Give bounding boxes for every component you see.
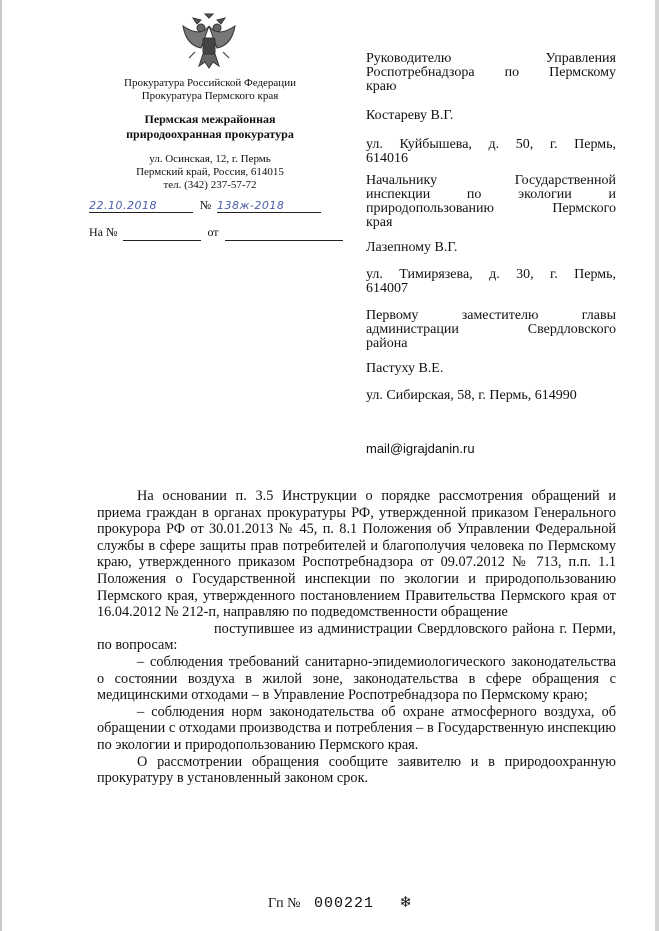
- body-paragraph-1-continued: поступившее из администрации Свердловского района г. Перми, по вопросам:: [97, 620, 616, 654]
- dept-name-line1: Пермская межрайонная: [144, 112, 276, 126]
- addressee2-address-line2: 614007: [366, 281, 408, 296]
- dept-address-line2: Пермский край, Россия, 614015: [136, 166, 284, 178]
- addressee2-title-line4: края: [366, 215, 393, 230]
- body-paragraph-1: На основании п. 3.5 Инструкции о порядке рассмотрения обращений и приема граждан в органах прокуратуры РФ, утвержденной приказом Генерального прокурора РФ от 30.01.2013 № 45, п. 8.1 Положения об Управлении Федеральной службы в сфере защиты прав потребителей и благополучия человека по Пермскому краю, утвержденного приказом Роспотребнадзора от 09.07.2012 № 713, п.п. 1.1 Положения о Государственной инспекции по экологии и природопользованию Пермского края, утвержденного постановлением Правительства Пермского края от 16.04.2012 № 212-п, направляю по подведомственности обращение: [97, 488, 616, 621]
- addressee1-title-line3: краю: [366, 79, 397, 94]
- addressee2-title-line1: Начальнику Государственной: [366, 173, 616, 188]
- dept-phone: тел. (342) 237-57-72: [163, 179, 257, 191]
- reference-label: На №: [89, 225, 118, 239]
- reference-number-field: [123, 225, 201, 241]
- serial-label: Гп №: [268, 896, 301, 911]
- registration-date: 22.10.2018: [89, 199, 193, 213]
- org-name-line1: Прокуратура Российской Федерации: [124, 77, 296, 89]
- addressee1-title-line1: Руководителю Управления: [366, 51, 616, 66]
- coat-of-arms-emblem-icon: [173, 12, 245, 72]
- addressee3-title-line1: Первому заместителю главы: [366, 308, 616, 323]
- letter-body: [97, 488, 616, 787]
- scan-edge-left: [0, 0, 2, 931]
- footer-serial: [268, 893, 412, 912]
- body-paragraph-4: О рассмотрении обращения сообщите заявителю и в природоохранную прокуратуру в установленный законом срок.: [97, 753, 616, 787]
- body-paragraph-3: – соблюдения норм законодательства об охране атмосферного воздуха, об обращении с отходами производства и потребления – в Государственную инспекцию по экологии и природопользованию Пермского края.: [97, 703, 616, 753]
- addressee3-name: Пастуху В.Е.: [366, 361, 444, 376]
- email-address: mail@igrajdanin.ru: [366, 441, 475, 456]
- addressee3-address: ул. Сибирская, 58, г. Пермь, 614990: [366, 388, 577, 403]
- addressee3-title-line3: района: [366, 336, 408, 351]
- registration-number-label: №: [199, 198, 212, 212]
- org-name-line2: Прокуратура Пермского края: [141, 90, 279, 102]
- reference-line: [89, 225, 343, 241]
- scan-edge-right: [655, 0, 659, 931]
- dept-address-line1: ул. Осинская, 12, г. Пермь: [149, 153, 271, 165]
- addressee3-title-line2: администрации Свердловского: [366, 322, 616, 337]
- serial-number: 000221: [313, 895, 374, 912]
- addressee2-address-line1: ул. Тимирязева, д. 30, г. Пермь,: [366, 267, 616, 282]
- snowflake-mark-icon: ❄: [399, 893, 413, 911]
- addressee1-name: Костареву В.Г.: [366, 108, 454, 123]
- addressee2-name: Лазепному В.Г.: [366, 240, 458, 255]
- reference-from-label: от: [207, 225, 219, 239]
- registration-line: [89, 198, 321, 213]
- addressee1-address-line1: ул. Куйбышева, д. 50, г. Пермь,: [366, 137, 616, 152]
- dept-name-line2: природоохранная прокуратура: [126, 127, 294, 141]
- addressee2-title-line3: природопользованию Пермского: [366, 201, 616, 216]
- reference-date-field: [225, 225, 343, 241]
- body-paragraph-2: – соблюдения требований санитарно-эпидемиологического законодательства о состоянии воздуха в жилой зоне, законодательства в сфере обращения с медицинскими отходами – в Управление Роспотребнадзора по Пермскому краю;: [97, 653, 616, 704]
- addressee1-title-line2: Роспотребнадзора по Пермскому: [366, 65, 616, 80]
- addressee1-address-line2: 614016: [366, 151, 408, 166]
- addressee2-title-line2: инспекции по экологии и: [366, 187, 616, 202]
- registration-number: 138ж-2018: [217, 199, 321, 213]
